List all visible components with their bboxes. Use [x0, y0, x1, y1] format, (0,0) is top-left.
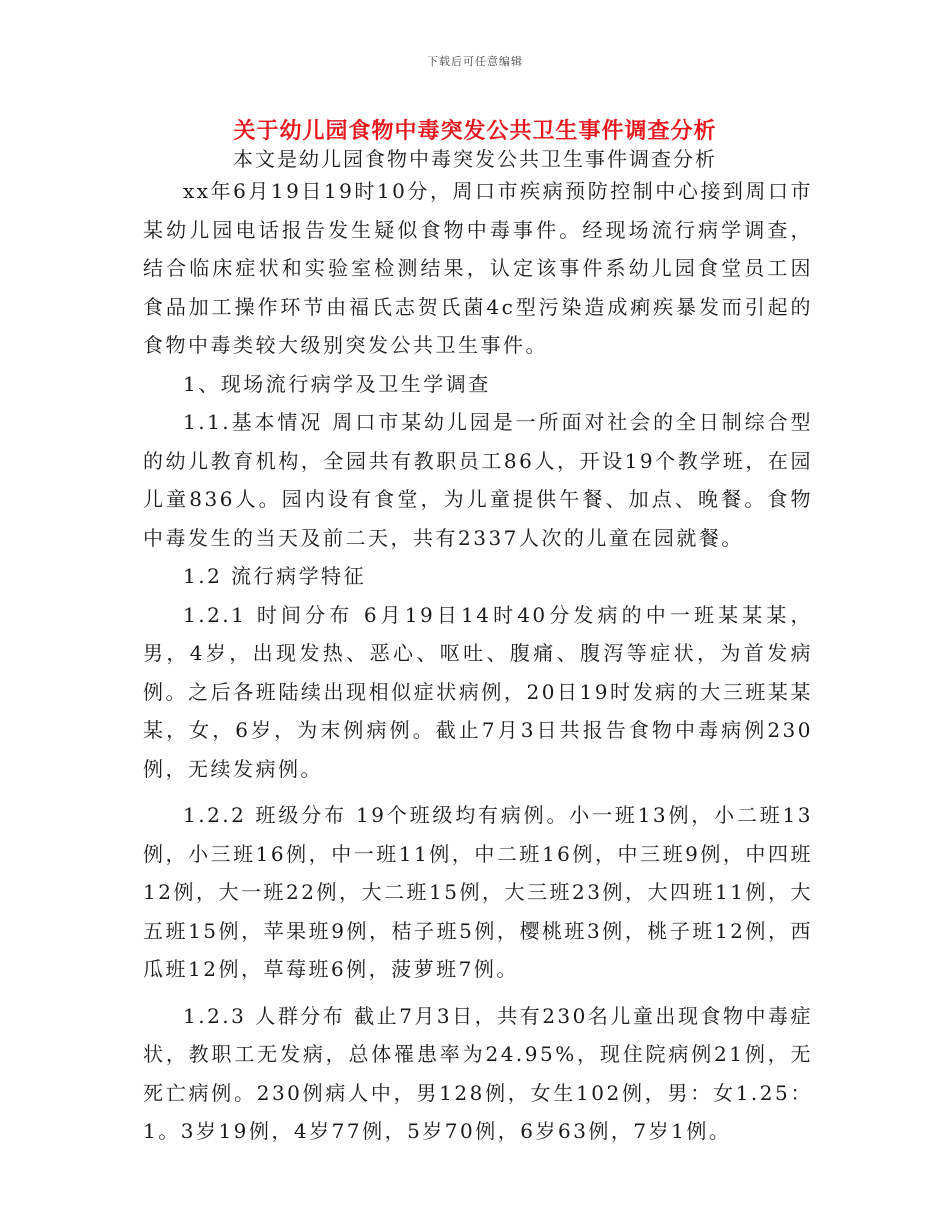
document-title: 关于幼儿园食物中毒突发公共卫生事件调查分析 — [233, 118, 717, 144]
section-heading-1: 1、现场流行病学及卫生学调查 — [183, 371, 491, 396]
paragraph-class-distribution: 1.2.2 班级分布 19个班级均有病例。小一班13例，小二班13例，小三班16例，中一班11例，中二班16例，中三班9例，中四班12例，大一班22例，大二班15例，大三班23例，大四班11例，大五班15例，苹果班9例，桔子班5例，樱桃班3例，桃子班12例，西瓜班12例，草莓班6例，菠萝班7例。 — [143, 803, 813, 981]
section-heading-1-2: 1.2 流行病学特征 — [183, 564, 367, 588]
document-subtitle: 本文是幼儿园食物中毒突发公共卫生事件调查分析 — [233, 147, 717, 171]
paragraph-population-distribution: 1.2.3 人群分布 截止7月3日，共有230名儿童出现食物中毒症状，教职工无发病，总体罹患率为24.95%，现住院病例21例，无死亡病例。230例病人中，男128例，女生102例，男：女1.25：1。3岁19例，4岁77例，5岁70例，6岁63例，7岁1例。 — [143, 1003, 813, 1143]
paragraph-intro: xx年6月19日19时10分，周口市疾病预防控制中心接到周口市某幼儿园电话报告发生疑似食物中毒事件。经现场流行病学调查，结合临床症状和实验室检测结果，认定该事件系幼儿园食堂员工因食品加工操作环节由福氏志贺氏菌4c型污染造成痢疾暴发而引起的食物中毒类较大级别突发公共卫生事件。 — [143, 179, 813, 357]
paragraph-time-distribution: 1.2.1 时间分布 6月19日14时40分发病的中一班某某某，男，4岁，出现发热、恶心、呕吐、腹痛、腹泻等症状，为首发病例。之后各班陆续出现相似症状病例，20日19时发病的大三班某某某，女，6岁，为末例病例。截止7月3日共报告食物中毒病例230例，无续发病例。 — [143, 602, 813, 781]
paragraph-basic-info: 1.1.基本情况 周口市某幼儿园是一所面对社会的全日制综合型的幼儿教育机构，全园共有教职员工86人，开设19个教学班，在园儿童836人。园内设有食堂，为儿童提供午餐、加点、晚餐。食物中毒发生的当天及前二天，共有2337人次的儿童在园就餐。 — [143, 410, 813, 550]
document-body — [143, 172, 813, 1151]
header-note: 下载后可任意编辑 — [427, 55, 523, 68]
